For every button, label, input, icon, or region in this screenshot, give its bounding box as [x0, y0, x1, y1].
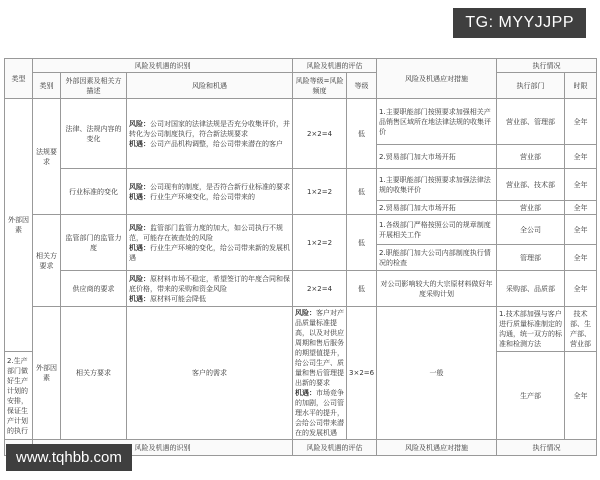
row3-measure-2: 2.职能部门加大公司内部制度执行情况的检查: [377, 245, 497, 271]
header-identification: 风险及机遇的识别: [33, 59, 293, 73]
row2-factor: 行业标准的变化: [61, 169, 127, 215]
group-external: 外部因素: [5, 99, 33, 352]
group-regulation: 法规要求: [33, 99, 61, 215]
watermark-top: TG: MYYJJPP: [453, 8, 586, 38]
row4-timing-1: 全年: [565, 271, 597, 307]
row1-dept-2: 营业部: [497, 145, 565, 169]
watermark-bottom: www.tqhbb.com: [6, 444, 132, 471]
header-grade: 等级: [347, 73, 377, 99]
header-external-factors: 外部因素及相关方描述: [61, 73, 127, 99]
row2-timing-1: 全年: [565, 169, 597, 201]
row5-risk-opportunity: 风险：客户对产品质量标准提高，以及对供应周期和售后服务的期望值提升，给公司生产、质量和售后管理提出新的要求 机遇：市场竞争的加剧，公司管理水平的提升，会给公司带来潜在的发展机遇: [293, 307, 347, 440]
row5-dept-1: 技术部、生产部、营业部: [565, 307, 597, 352]
risk-opportunity-table: [4, 58, 596, 456]
row1-level: 2×2=4: [293, 99, 347, 169]
row2-risk-opportunity: 风险：公司现有的制度，是否符合新行业标准的要求 机遇：行业生产环境变化，给公司带来的: [127, 169, 293, 215]
row5-factor: 客户的需求: [127, 307, 293, 440]
row3-timing-2: 全年: [565, 245, 597, 271]
row1-dept-1: 营业部、管理部: [497, 99, 565, 145]
row1-risk-opportunity: 风险：公司对国家的法律法规是否充分收集评价，并转化为公司制度执行，符合新法规要求 机遇：公司产品机构调整，给公司带来潜在的客户: [127, 99, 293, 169]
row5-measure-1: 1.技术部加强与客户进行质量标准制定的沟通，统一双方的标准和检测方法: [497, 307, 565, 352]
group-interested-sub: 相关方要求: [61, 307, 127, 440]
header-measures: 风险及机遇应对措施: [377, 59, 497, 99]
row2-grade: 低: [347, 169, 377, 215]
row4-risk-opportunity: 风险：原材料市场不稳定，希望签订的年度合同和保底价格，带来的采购和资金风险 机遇：原材料可能会降低: [127, 271, 293, 307]
header-timing: 时限: [565, 73, 597, 99]
group-interested-outer: 外部因素: [33, 307, 61, 440]
header-risk-opportunity: 风险和机遇: [127, 73, 293, 99]
row1-timing-1: 全年: [565, 99, 597, 145]
row2-dept-1: 营业部、技术部: [497, 169, 565, 201]
row4-factor: 供应商的要求: [61, 271, 127, 307]
row3-dept-2: 管理部: [497, 245, 565, 271]
row4-level: 2×2=4: [293, 271, 347, 307]
row1-grade: 低: [347, 99, 377, 169]
row5-timing-2: 全年: [565, 352, 597, 440]
footer-execution: 执行情况: [497, 440, 597, 456]
row4-dept-1: 采购部、品质部: [497, 271, 565, 307]
row5-dept-2: 生产部: [497, 352, 565, 440]
row1-timing-2: 全年: [565, 145, 597, 169]
row2-timing-2: 全年: [565, 201, 597, 215]
row2-measure-2: 2.贸易部门加大市场开拓: [377, 201, 497, 215]
row1-measure-1: 1.主要职能部门按照要求加强相关产品销售区域所在地法律法规的收集评价: [377, 99, 497, 145]
row1-measure-2: 2.贸易部门加大市场开拓: [377, 145, 497, 169]
row3-factor: 监管部门的监管力度: [61, 215, 127, 271]
footer-measures: 风险及机遇应对措施: [377, 440, 497, 456]
header-category: 类别: [33, 73, 61, 99]
row5-grade: 一般: [377, 307, 497, 440]
row3-grade: 低: [347, 215, 377, 271]
row2-measure-1: 1.主要职能部门按照要求加强法律法规的收集评价: [377, 169, 497, 201]
footer-identification: 风险及机遇的识别: [33, 440, 293, 456]
row3-risk-opportunity: 风险：监管部门监管力度的加大，如公司执行不规范，可能存在被查处的风险 机遇：行业生产环境的变化，给公司带来新的发展机遇: [127, 215, 293, 271]
group-interested: 相关方要求: [33, 215, 61, 307]
row5-level: 3×2=6: [347, 307, 377, 440]
row2-level: 1×2=2: [293, 169, 347, 215]
header-type: 类型: [5, 59, 33, 99]
header-assessment: 风险及机遇的评估: [293, 59, 377, 73]
row2-dept-2: 营业部: [497, 201, 565, 215]
row3-timing-1: 全年: [565, 215, 597, 245]
header-execution: 执行情况: [497, 59, 597, 73]
header-dept: 执行部门: [497, 73, 565, 99]
footer-assessment: 风险及机遇的评估: [293, 440, 377, 456]
row4-measure-1: 对公司影响较大的大宗原材料做好年度采购计划: [377, 271, 497, 307]
header-level-formula: 风险等级=风险频度: [293, 73, 347, 99]
row3-level: 1×2=2: [293, 215, 347, 271]
row4-grade: 低: [347, 271, 377, 307]
row3-dept-1: 全公司: [497, 215, 565, 245]
row5-measure-2: 2.生产部门做好生产计划的安排，保证生产计划的执行: [5, 352, 33, 440]
row3-measure-1: 1.各级部门严格按照公司的规章制度开展相关工作: [377, 215, 497, 245]
row1-factor: 法律、法规内容的变化: [61, 99, 127, 169]
